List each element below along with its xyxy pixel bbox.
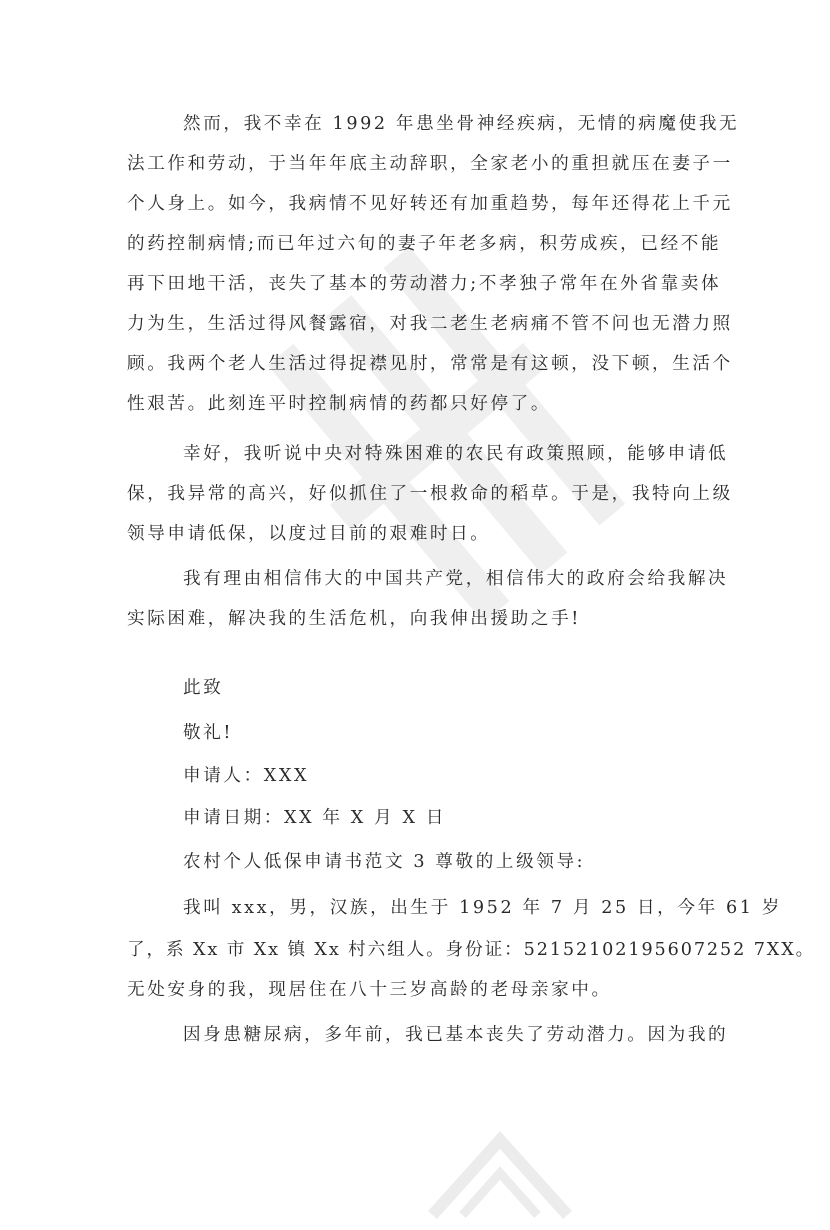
application-date: 申请日期：XX 年 X 月 X 日 [183, 808, 447, 828]
paragraph-line: 幸好，我听说中央对特殊困难的农民有政策照顾，能够申请低 [183, 444, 729, 464]
paragraph-line: 个人身上。如今，我病情不见好转还有加重趋势，每年还得花上千元 [127, 194, 733, 214]
paragraph-line: 我叫 xxx，男，汉族，出生于 1952 年 7 月 25 日，今年 61 岁 [183, 898, 782, 918]
paragraph-line: 性艰苦。此刻连平时控制病情的药都只好停了。 [127, 394, 552, 414]
paragraph-line: 实际困难，解决我的生活危机，向我伸出援助之手! [127, 609, 581, 629]
paragraph-line: 因身患糖尿病，多年前，我已基本丧失了劳动潜力。因为我的 [183, 1025, 729, 1045]
paragraph-line: 我有理由相信伟大的中国共产党，相信伟大的政府会给我解决 [183, 569, 729, 589]
watermark-roof-icon [420, 1110, 580, 1230]
paragraph-line: 顾。我两个老人生活过得捉襟见肘，常常是有这顿，没下顿，生活个 [127, 354, 733, 374]
paragraph-line: 法工作和劳动，于当年年底主动辞职，全家老小的重担就压在妻子一 [127, 154, 733, 174]
paragraph-line: 力为生，生活过得风餐露宿，对我二老生老病痛不管不问也无潜力照 [127, 314, 733, 334]
applicant-name: 申请人：XXX [183, 766, 310, 786]
paragraph-line: 了，系 Xx 市 Xx 镇 Xx 村六组人。身份证：52152102195607252 7XX。 [127, 940, 816, 960]
salutation: 此致 [183, 678, 224, 698]
paragraph-line: 再下田地干活，丧失了基本的劳动潜力;不孝独子常年在外省靠卖体 [127, 274, 722, 294]
salutation-respect: 敬礼! [183, 723, 234, 743]
paragraph-line: 无处安身的我，现居住在八十三岁高龄的老母亲家中。 [127, 980, 612, 1000]
paragraph-line: 的药控制病情;而已年过六旬的妻子年老多病，积劳成疾，已经不能 [127, 234, 722, 254]
sample-heading: 农村个人低保申请书范文 3 尊敬的上级领导: [183, 852, 586, 872]
paragraph-line: 领导申请低保，以度过目前的艰难时日。 [127, 524, 491, 544]
paragraph-line: 然而，我不幸在 1992 年患坐骨神经疾病，无情的病魔使我无 [183, 114, 740, 134]
paragraph-line: 保，我异常的高兴，好似抓住了一根救命的稻草。于是，我特向上级 [127, 484, 733, 504]
